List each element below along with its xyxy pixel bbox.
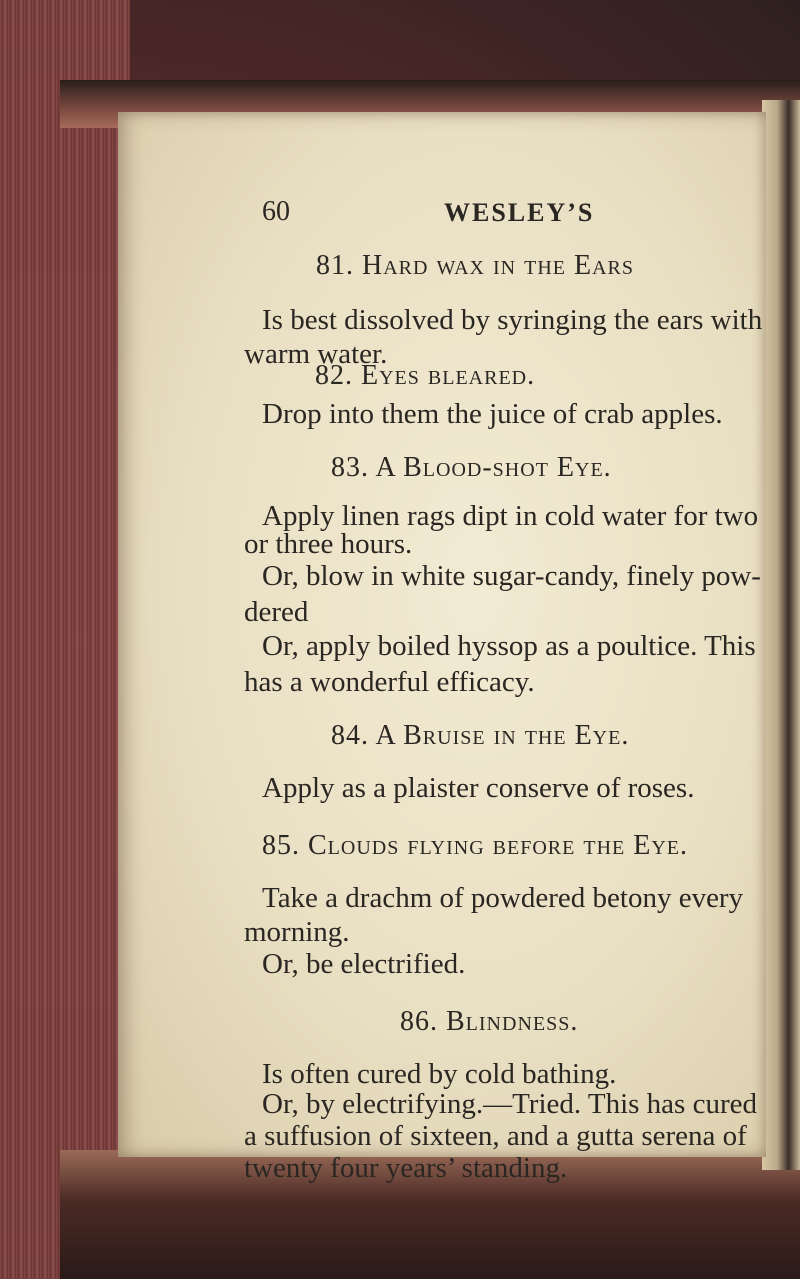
entry-line: morning. [244,916,350,948]
entry-line: Take a drachm of powdered betony every [262,882,744,914]
entry-heading-81: 81. Hard wax in the Ears [316,250,634,281]
entry-line: warm water. [244,338,388,370]
entry-line: has a wonderful efficacy. [244,666,535,698]
entry-line: Drop into them the juice of crab apples. [262,398,723,430]
page-number: 60 [262,196,290,227]
entry-line: Or, be electrified. [262,948,466,980]
entry-heading-82: 82. Eyes bleared. [315,360,536,391]
entry-heading-86: 86. Blindness. [400,1006,579,1037]
entry-line: Is best dissolved by syringing the ears with [262,304,763,336]
entry-line: a suffusion of sixteen, and a gutta serena of [244,1120,747,1152]
entry-line: Or, blow in white sugar-candy, finely pow- [262,560,761,592]
entry-heading-84: 84. A Bruise in the Eye. [331,720,630,751]
page-edges-right [762,100,800,1170]
entry-line: dered [244,596,309,628]
entry-heading-83: 83. A Blood-shot Eye. [331,452,612,483]
cover-binding-left [0,0,130,1279]
entry-line: or three hours. [244,528,413,560]
entry-heading-85: 85. Clouds flying before the Eye. [262,830,688,861]
entry-line: Or, by electrifying.—Tried. This has cured [262,1088,757,1120]
entry-line: Apply linen rags dipt in cold water for two [262,500,759,532]
entry-line: Is often cured by cold bathing. [262,1058,617,1090]
entry-line: twenty four years’ standing. [244,1152,568,1184]
running-head: WESLEY’S [444,198,595,227]
entry-line: Apply as a plaister conserve of roses. [262,772,695,804]
entry-line: Or, apply boiled hyssop as a poultice. This [262,630,756,662]
